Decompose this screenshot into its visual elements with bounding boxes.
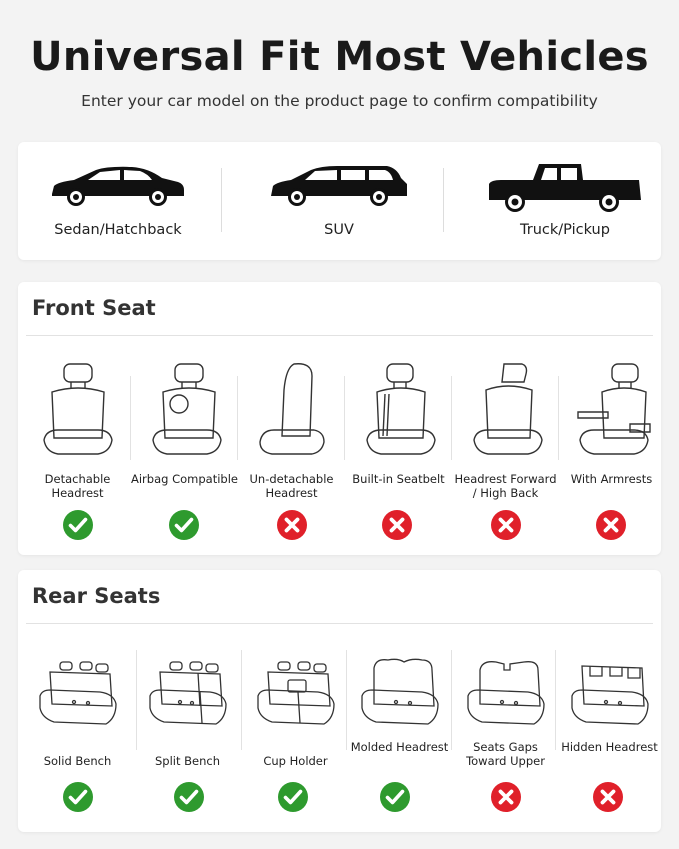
- rear-cup-holder-icon: [254, 656, 338, 732]
- check-icon: [62, 509, 94, 541]
- seat-airbag-icon: [145, 360, 225, 458]
- page-subtitle: Enter your car model on the product page to confirm compatibility: [81, 92, 598, 110]
- rear-item-seats-gaps: [452, 656, 559, 770]
- section-divider: [26, 335, 653, 336]
- check-icon: [379, 781, 411, 813]
- front-item-headrest-forward: [452, 360, 559, 502]
- section-divider: [26, 623, 653, 624]
- vehicle-sedan: [18, 160, 218, 238]
- rear-label-solid-bench: Solid Bench: [43, 754, 112, 768]
- rear-label-seats-gaps: Seats Gaps Toward Upper: [466, 740, 545, 768]
- seat-headrest-forward-icon: [466, 360, 546, 458]
- cross-icon: [490, 781, 522, 813]
- pickup-truck-icon: [487, 160, 643, 214]
- front-label-undetachable-headrest: Un-detachable Headrest: [249, 472, 334, 500]
- vehicle-types-card: [18, 142, 661, 260]
- front-item-detachable-headrest: [24, 360, 131, 502]
- rear-item-cup-holder: [242, 656, 349, 784]
- cross-icon: [490, 509, 522, 541]
- vehicle-label-sedan: Sedan/Hatchback: [54, 222, 182, 238]
- cross-icon: [276, 509, 308, 541]
- sedan-icon: [48, 160, 188, 208]
- front-item-builtin-seatbelt: [345, 360, 452, 502]
- rear-seats-gaps-icon: [464, 656, 548, 732]
- rear-molded-headrest-icon: [358, 656, 442, 732]
- front-label-builtin-seatbelt: Built-in Seatbelt: [352, 472, 445, 486]
- front-label-with-armrests: With Armrests: [570, 472, 653, 486]
- vehicle-truck: [465, 160, 665, 238]
- rear-label-molded-headrest: Molded Headrest: [350, 740, 449, 754]
- rear-label-hidden-headrest: Hidden Headrest: [561, 740, 658, 754]
- divider: [443, 168, 444, 232]
- front-item-undetachable-headrest: [238, 360, 345, 502]
- cross-icon: [595, 509, 627, 541]
- seat-undetachable-headrest-icon: [252, 360, 332, 458]
- front-label-detachable-headrest: Detachable Headrest: [44, 472, 111, 500]
- vehicle-suv: [239, 160, 439, 238]
- rear-item-solid-bench: [24, 656, 131, 784]
- seat-armrests-icon: [572, 360, 652, 458]
- front-seat-card: [18, 282, 661, 555]
- rear-item-split-bench: [134, 656, 241, 784]
- rear-seats-title: Rear Seats: [32, 584, 161, 608]
- divider: [221, 168, 222, 232]
- front-item-with-armrests: [558, 360, 665, 502]
- check-icon: [173, 781, 205, 813]
- seat-detachable-headrest-icon: [38, 360, 118, 458]
- front-item-airbag-compatible: [131, 360, 238, 502]
- vehicle-label-suv: SUV: [324, 222, 354, 238]
- rear-hidden-headrest-icon: [568, 656, 652, 732]
- rear-split-bench-icon: [146, 656, 230, 732]
- page-title: Universal Fit Most Vehicles: [30, 34, 649, 80]
- vehicle-label-truck: Truck/Pickup: [520, 222, 610, 238]
- rear-solid-bench-icon: [36, 656, 120, 732]
- rear-label-cup-holder: Cup Holder: [263, 754, 328, 768]
- cross-icon: [381, 509, 413, 541]
- seat-builtin-seatbelt-icon: [359, 360, 439, 458]
- rear-item-molded-headrest: [346, 656, 453, 770]
- front-label-airbag-compatible: Airbag Compatible: [131, 472, 238, 486]
- check-icon: [62, 781, 94, 813]
- check-icon: [277, 781, 309, 813]
- rear-label-split-bench: Split Bench: [154, 754, 221, 768]
- check-icon: [168, 509, 200, 541]
- rear-seats-card: [18, 570, 661, 832]
- cross-icon: [592, 781, 624, 813]
- front-seat-title: Front Seat: [32, 296, 156, 320]
- suv-icon: [267, 160, 411, 208]
- rear-item-hidden-headrest: [556, 656, 663, 770]
- front-label-headrest-forward: Headrest Forward / High Back: [454, 472, 557, 500]
